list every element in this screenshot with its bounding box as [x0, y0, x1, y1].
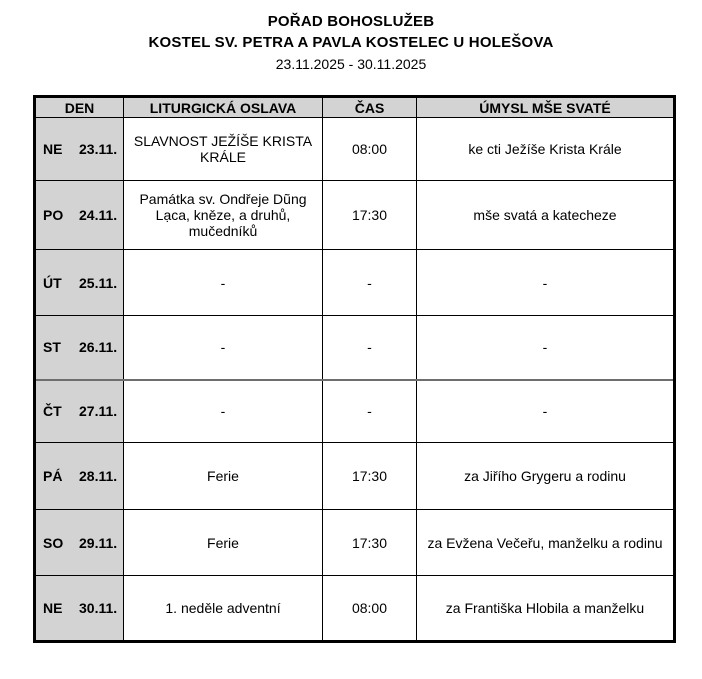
- intention-cell: mše svatá a katecheze: [417, 181, 675, 250]
- day-cell: [35, 316, 124, 380]
- day-date: 30.11.: [79, 600, 118, 616]
- day-abbrev: ÚT: [43, 274, 62, 291]
- day-abbrev: PÁ: [43, 468, 63, 484]
- time-cell: -: [323, 250, 417, 316]
- table-row: [35, 316, 675, 380]
- time-cell: 08:00: [323, 118, 417, 181]
- table-row: [35, 576, 675, 642]
- table-row: [35, 380, 675, 443]
- schedule-table: [33, 95, 676, 643]
- day-abbrev: SO: [43, 534, 64, 551]
- celebration-cell: -: [124, 380, 323, 443]
- day-cell: [35, 118, 124, 181]
- column-header-liturgicka-oslava: LITURGICKÁ OSLAVA: [124, 97, 323, 118]
- table-header-row: [35, 97, 675, 118]
- celebration-cell: Ferie: [124, 510, 323, 576]
- day-cell: [35, 443, 124, 510]
- intention-cell: za Evžena Večeřu, manželku a rodinu: [417, 510, 675, 576]
- day-cell: [35, 380, 124, 443]
- time-cell: 17:30: [323, 181, 417, 250]
- celebration-cell: -: [124, 250, 323, 316]
- time-cell: 17:30: [323, 510, 417, 576]
- day-cell: [35, 510, 124, 576]
- day-abbrev: PO: [43, 207, 64, 223]
- day-abbrev: NE: [43, 141, 63, 157]
- celebration-cell: Památka sv. Ondřeje Dũng Lạca, kněze, a druhů, mučedníků: [124, 181, 323, 250]
- time-cell: -: [323, 316, 417, 380]
- table-row: [35, 250, 675, 316]
- day-abbrev: ST: [43, 339, 61, 356]
- celebration-cell: Ferie: [124, 443, 323, 510]
- intention-cell: ke cti Ježíše Krista Krále: [417, 118, 675, 181]
- doc-title: POŘAD BOHOSLUŽEB: [267, 13, 435, 30]
- table-row: [35, 181, 675, 250]
- time-cell: 08:00: [323, 576, 417, 642]
- day-date: 25.11.: [79, 274, 118, 291]
- column-header-den: DEN: [35, 97, 124, 118]
- day-date: 28.11.: [79, 468, 118, 484]
- celebration-cell: 1. neděle adventní: [124, 576, 323, 642]
- day-cell: [35, 576, 124, 642]
- intention-cell: -: [417, 380, 675, 443]
- day-date: 27.11.: [79, 403, 118, 420]
- day-date: 23.11.: [79, 141, 118, 157]
- intention-cell: -: [417, 250, 675, 316]
- intention-cell: za Františka Hlobila a manželku: [417, 576, 675, 642]
- day-cell: [35, 181, 124, 250]
- time-cell: -: [323, 380, 417, 443]
- table-row: [35, 118, 675, 181]
- table-row: [35, 443, 675, 510]
- day-abbrev: ČT: [43, 403, 62, 420]
- intention-cell: -: [417, 316, 675, 380]
- celebration-cell: -: [124, 316, 323, 380]
- table-row: [35, 510, 675, 576]
- day-abbrev: NE: [43, 600, 63, 616]
- celebration-cell: SLAVNOST JEŽÍŠE KRISTA KRÁLE: [124, 118, 323, 181]
- column-header-umysl-mse-svate: ÚMYSL MŠE SVATÉ: [417, 97, 675, 118]
- day-date: 26.11.: [79, 339, 118, 356]
- time-cell: 17:30: [323, 443, 417, 510]
- day-cell: [35, 250, 124, 316]
- doc-subtitle: KOSTEL SV. PETRA A PAVLA KOSTELEC U HOLEŠOVA: [148, 34, 554, 51]
- doc-date-range: 23.11.2025 - 30.11.2025: [275, 56, 427, 72]
- column-header-cas: ČAS: [323, 97, 417, 118]
- day-date: 29.11.: [79, 534, 118, 551]
- day-date: 24.11.: [79, 207, 118, 223]
- document-header: [0, 0, 702, 74]
- intention-cell: za Jiřího Grygeru a rodinu: [417, 443, 675, 510]
